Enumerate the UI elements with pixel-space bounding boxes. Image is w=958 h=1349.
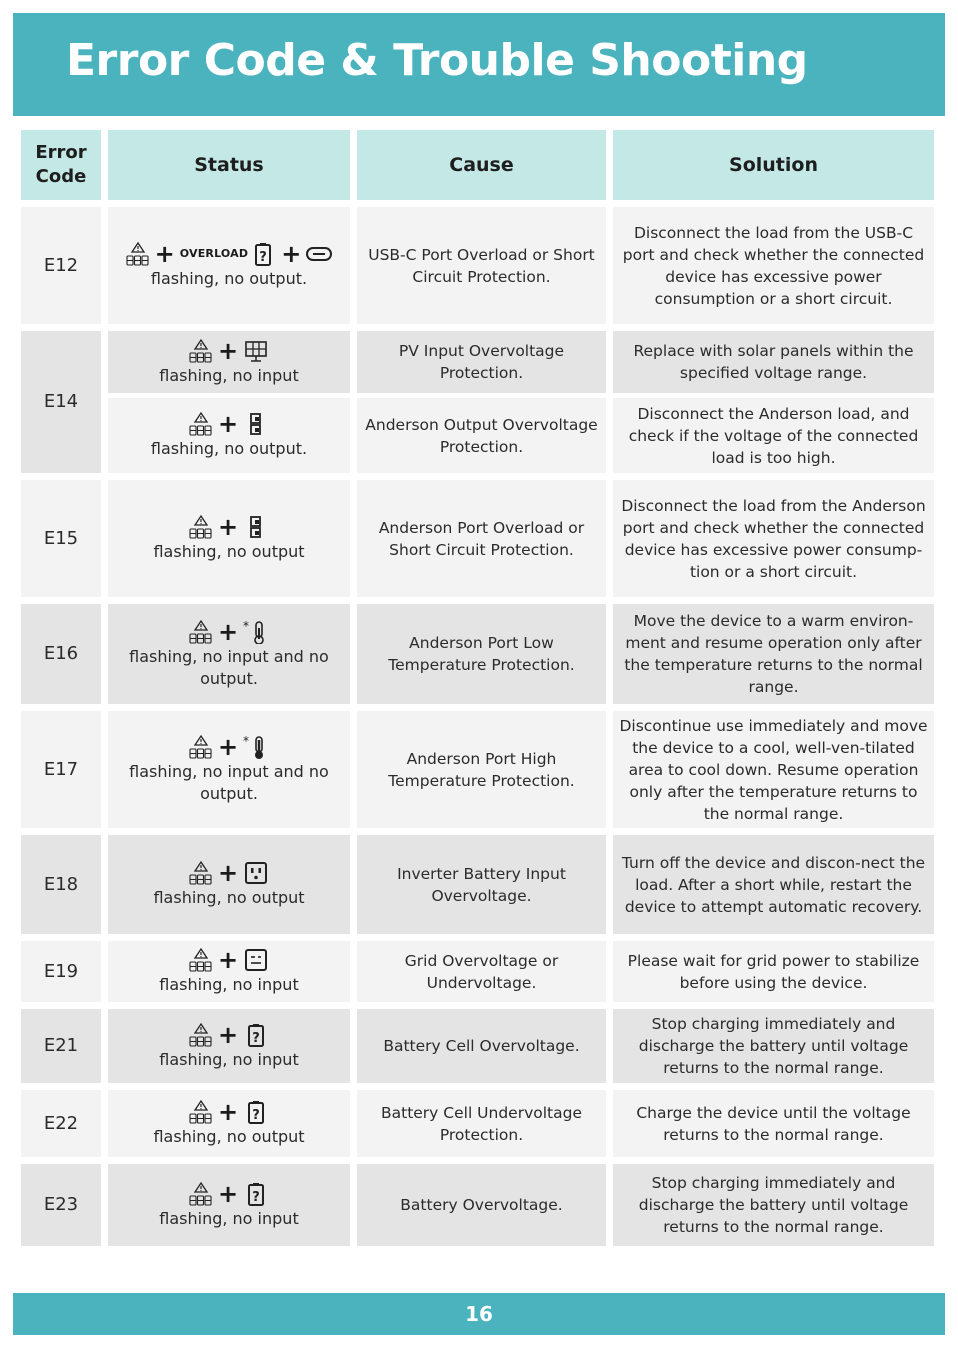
plus-icon: + (217, 410, 239, 438)
status-cell (108, 835, 350, 934)
solution-text: Turn off the device and discon-nect the load. After a short while, restart the device to attempt automatic recovery. (621, 853, 926, 916)
status-text: flashing, no output. (150, 269, 308, 288)
status-indicator (189, 1022, 269, 1048)
page-footer (13, 1293, 945, 1335)
plus-icon: + (217, 617, 239, 646)
plus-icon: + (217, 1179, 239, 1208)
cause-text: Battery Cell Overvoltage. (383, 1037, 580, 1055)
status-indicator (189, 734, 269, 760)
status-cell (108, 1090, 350, 1157)
cause-cell (357, 480, 606, 597)
solution-text: Disconnect the load from the USB-C port and check whether the connected device has excessive power consumption or a short circuit. (622, 223, 925, 308)
svg-text:*: * (243, 735, 250, 748)
svg-text:?: ? (252, 1108, 260, 1123)
status-text: flashing, no input (159, 975, 299, 994)
header-status-label: Status (194, 154, 264, 176)
status-text: flashing, no output (153, 1127, 305, 1146)
title-banner (13, 13, 945, 116)
ac-outlet-icon (243, 861, 269, 885)
solution-text: Charge the device until the voltage returns to the normal range. (636, 1103, 911, 1144)
svg-text:?: ? (252, 1189, 260, 1205)
solar-panel-icon (243, 339, 269, 363)
status-text: flashing, no output (153, 542, 305, 561)
solution-cell (613, 1164, 934, 1246)
warning-display-icon (126, 241, 150, 267)
status-indicator (126, 241, 333, 267)
solution-text: Replace with solar panels within the specified voltage range. (633, 342, 914, 382)
plus-icon: + (217, 1020, 239, 1049)
solution-text: Stop charging immediately and discharge the battery until voltage returns to the normal range. (638, 1015, 909, 1077)
error-code-label: E15 (43, 527, 79, 549)
status-indicator (189, 860, 269, 886)
overload-label: OVERLOAD (179, 247, 249, 260)
solution-cell (613, 941, 934, 1002)
solution-cell (613, 711, 934, 828)
solution-cell (613, 604, 934, 704)
error-code-cell (21, 480, 101, 597)
error-code-cell (21, 604, 101, 704)
solution-text: Disconnect the load from the Anderson port and check whether the connected device has excessive power consump-tion or a short circuit. (621, 496, 926, 581)
status-cell (108, 604, 350, 704)
error-code-label: E23 (43, 1194, 79, 1215)
status-text: flashing, no input (159, 365, 299, 385)
status-indicator (189, 619, 269, 645)
plus-icon: + (217, 733, 239, 761)
warning-display-icon (189, 411, 213, 437)
solution-text: Stop charging immediately and discharge the battery until voltage returns to the normal range. (638, 1174, 909, 1236)
header-solution-label: Solution (729, 154, 818, 176)
svg-text:*: * (243, 619, 250, 633)
solution-text: Move the device to a warm environ-ment and resume operation only after the temperature returns to the normal range. (624, 612, 923, 696)
warning-display-icon (189, 514, 213, 540)
solution-cell (613, 835, 934, 934)
status-cell (108, 1164, 350, 1246)
svg-text:?: ? (259, 250, 268, 265)
solution-cell (613, 331, 934, 393)
error-code-label: E18 (43, 873, 79, 895)
grid-input-icon (243, 948, 269, 972)
cause-cell (357, 835, 606, 934)
error-code-cell (21, 711, 101, 828)
status-text: flashing, no input (159, 1049, 299, 1069)
status-cell (108, 331, 350, 393)
cause-text: Anderson Port High Temperature Protection. (388, 749, 575, 790)
cause-text: Anderson Port Low Temperature Protection. (388, 634, 575, 674)
cause-cell (357, 711, 606, 828)
error-code-cell (21, 331, 101, 473)
plus-icon: + (217, 859, 239, 887)
status-text: flashing, no output. (150, 439, 308, 458)
warning-display-icon (189, 1099, 213, 1125)
cause-text: Inverter Battery Input Overvoltage. (397, 864, 566, 905)
error-code-label: E22 (43, 1112, 79, 1134)
cause-cell (357, 1164, 606, 1246)
anderson-port-icon (243, 412, 269, 436)
status-text: flashing, no input and no output. (129, 762, 329, 803)
error-code-label: E12 (43, 254, 79, 276)
cause-text: PV Input Overvoltage Protection. (398, 342, 565, 382)
status-cell (108, 711, 350, 828)
battery-warning-icon (243, 1100, 269, 1124)
status-cell (108, 1009, 350, 1083)
solution-text: Discontinue use immediately and move the device to a cool, well-ven-tilated area to cool down. Resume operation only after the temperature returns to the normal range. (619, 716, 928, 823)
error-code-label: E16 (43, 643, 79, 664)
cause-text: Battery Cell Undervoltage Protection. (380, 1103, 583, 1144)
status-indicator (189, 338, 269, 364)
error-code-cell (21, 835, 101, 934)
error-code-label: E19 (43, 960, 79, 982)
solution-cell (613, 398, 934, 473)
header-status (108, 130, 350, 200)
warning-display-icon (189, 1181, 213, 1207)
cause-text: Anderson Port Overload or Short Circuit Protection. (378, 518, 585, 559)
warning-display-icon (189, 947, 213, 973)
plus-icon: + (217, 1098, 239, 1126)
error-code-label: E14 (43, 391, 79, 412)
status-text: flashing, no output (153, 888, 305, 907)
solution-cell (613, 1090, 934, 1157)
battery-warning-icon (250, 242, 276, 266)
warning-display-icon (189, 734, 213, 760)
status-indicator (189, 514, 269, 540)
low-temperature-icon (243, 620, 269, 644)
cause-cell (357, 941, 606, 1002)
usb-c-port-icon (306, 242, 332, 266)
svg-text:?: ? (252, 1030, 260, 1046)
solution-text: Disconnect the Anderson load, and check if the voltage of the connected load is too high. (628, 404, 919, 467)
high-temperature-icon (243, 735, 269, 759)
battery-warning-icon (243, 1023, 269, 1047)
cause-text: Anderson Output Overvoltage Protection. (365, 415, 598, 456)
error-code-label: E17 (43, 758, 79, 780)
solution-cell (613, 1009, 934, 1083)
error-code-cell (21, 941, 101, 1002)
cause-cell (357, 604, 606, 704)
cause-text: USB-C Port Overload or Short Circuit Protection. (368, 245, 595, 286)
header-cause (357, 130, 606, 200)
battery-warning-icon (243, 1182, 269, 1206)
cause-cell (357, 207, 606, 324)
solution-text: Please wait for grid power to stabilize before using the device. (627, 951, 920, 992)
header-error-code (21, 130, 101, 200)
cause-cell (357, 1090, 606, 1157)
status-cell (108, 398, 350, 473)
solution-cell (613, 480, 934, 597)
cause-text: Grid Overvoltage or Undervoltage. (404, 951, 559, 992)
error-code-cell (21, 1009, 101, 1083)
cause-cell (357, 331, 606, 393)
status-cell (108, 207, 350, 324)
plus-icon: + (154, 240, 175, 268)
plus-icon: + (281, 240, 302, 268)
status-cell (108, 941, 350, 1002)
status-indicator (189, 411, 269, 437)
cause-cell (357, 1009, 606, 1083)
error-code-cell (21, 1090, 101, 1157)
error-code-label: E21 (43, 1035, 79, 1056)
warning-display-icon (189, 860, 213, 886)
solution-cell (613, 207, 934, 324)
warning-display-icon (189, 619, 213, 645)
cause-cell (357, 398, 606, 473)
plus-icon: + (217, 513, 239, 541)
anderson-port-icon (243, 515, 269, 539)
status-indicator (189, 1099, 269, 1125)
header-solution (613, 130, 934, 200)
header-cause-label: Cause (449, 154, 514, 176)
cause-text: Battery Overvoltage. (400, 1196, 563, 1214)
error-code-cell (21, 207, 101, 324)
status-text: flashing, no input and no output. (129, 646, 329, 688)
status-text: flashing, no input (159, 1208, 299, 1228)
warning-display-icon (189, 338, 213, 364)
header-error-code-label: Error Code (35, 142, 87, 187)
status-cell (108, 480, 350, 597)
plus-icon: + (217, 336, 239, 365)
plus-icon: + (217, 946, 239, 974)
warning-display-icon (189, 1022, 213, 1048)
page-title: Error Code & Trouble Shooting (66, 35, 808, 86)
page-number: 16 (465, 1302, 493, 1326)
status-indicator (189, 947, 269, 973)
error-code-cell (21, 1164, 101, 1246)
status-indicator (189, 1181, 269, 1207)
